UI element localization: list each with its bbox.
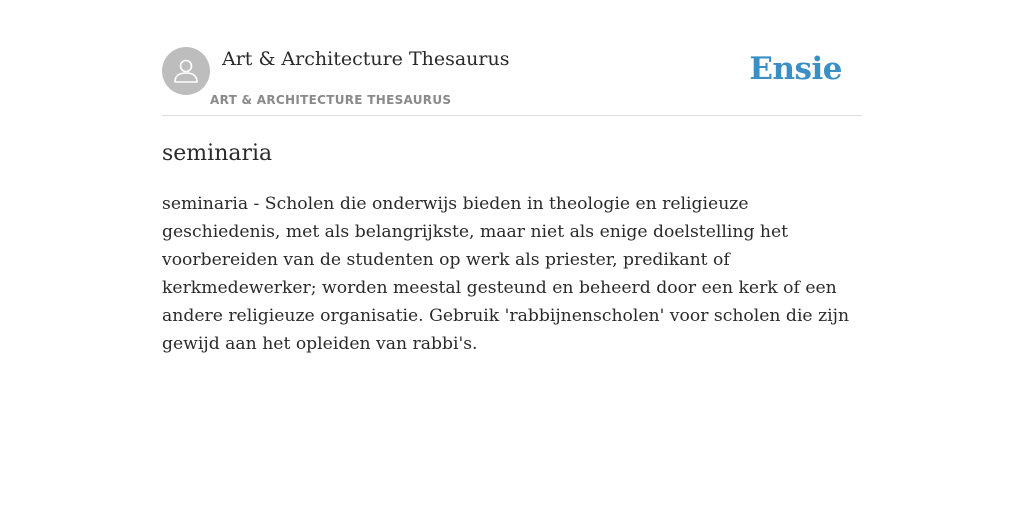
user-icon: [171, 56, 201, 86]
entry-definition: seminaria - Scholen die onderwijs bieden in theologie en religieuze geschiedenis, met als belangrijkste, maar niet als enige doelstelling het voorbereiden van de studenten op werk als priester, predikant of kerkmedewerker; worden meestal gesteund en beheerd door een kerk of een andere religieuze organisatie. Gebruik 'rabbijnenscholen' voor scholen die zijn gewijd aan het opleiden van rabbi's.: [162, 194, 850, 354]
source-subtitle[interactable]: ART & ARCHITECTURE THESAURUS: [210, 93, 452, 107]
page: [162, 0, 862, 358]
entry-term: seminaria: [162, 141, 273, 166]
ensie-logo[interactable]: Ensie: [749, 51, 842, 87]
avatar[interactable]: [162, 47, 210, 95]
entry-header: [162, 47, 862, 116]
source-title[interactable]: Art & Architecture Thesaurus: [222, 48, 510, 70]
